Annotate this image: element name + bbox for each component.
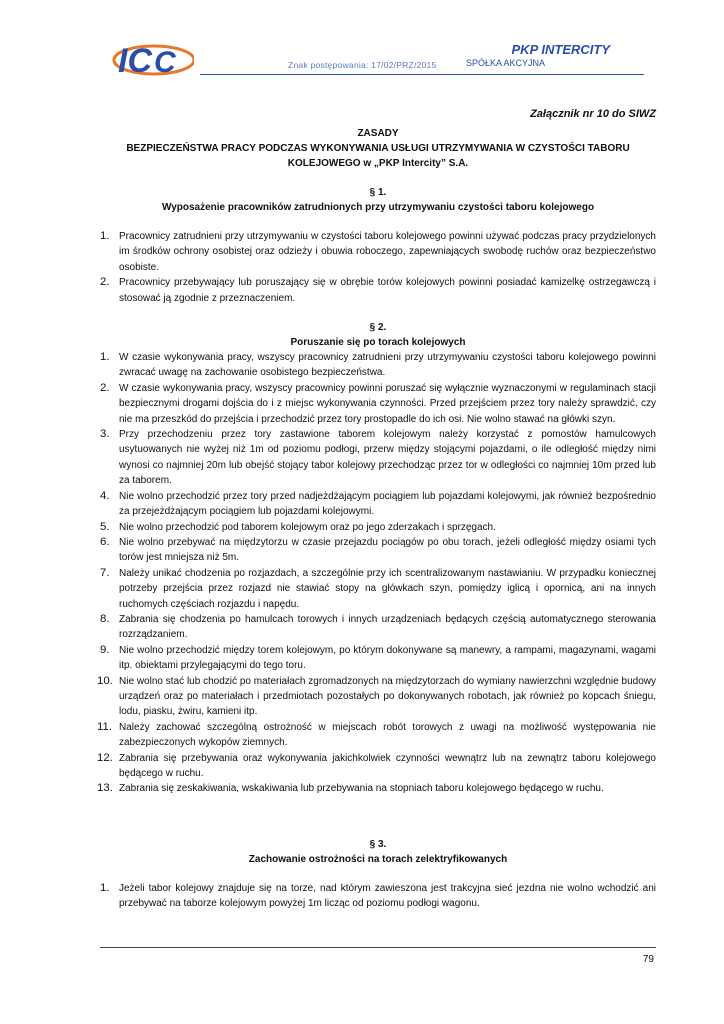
section-2-list: [97, 350, 656, 797]
section-2-number: § 2.: [369, 322, 387, 334]
list-item: 11. Należy zachować szczególną ostrożność w miejscach robót torowych z uwagi na możliwość występowania nie zabezpieczonych wykopów ziemnych.: [97, 720, 656, 749]
document-body: [97, 108, 656, 912]
svg-text:C: C: [154, 46, 176, 78]
list-item: 1. Pracownicy zatrudnieni przy utrzymywaniu w czystości taboru kolejowego powinni używać podczas pracy przydzielonych im środków ochrony osobistej oraz odzieży i obuwia roboczego, zapewniających swobodę ruchów oraz bezpieczeństwo osobiste.: [100, 230, 656, 273]
section-3-number: § 3.: [369, 838, 387, 850]
section-1-number: § 1.: [369, 187, 387, 198]
list-item: 1. Jeżeli tabor kolejowy znajduje się na torze, nad którym zawieszona jest trakcyjna sieć jezdna nie wolno wchodzić ani przebywać na taborze kolejowym powyżej 1m licząc od poziomu podłogi wagonu.: [100, 881, 656, 910]
annex-label: Załącznik nr 10 do SIWZ: [530, 108, 656, 120]
list-item: 2. W czasie wykonywania pracy, wszyscy pracownicy powinni poruszać się wyłącznie wyznaczonymi w regulaminach stacji bezpiecznymi drogami dojścia do i z miejsc wykonywania czynności. Przed przejściem przez tory należy sprawdzić, czy nie ma przeszkód do przejścia i przechodzić przez tory prostopadle do ich osi. Nie wolno stawać na główki szyn.: [100, 381, 656, 425]
procedure-reference: Znak postępowania: 17/02/PRZ/2015: [288, 60, 437, 70]
title-line-1: ZASADY: [357, 128, 399, 139]
list-item: 13. Zabrania się zeskakiwania, wskakiwania lub przebywania na stopniach taboru kolejowego będącego w ruchu.: [97, 782, 604, 795]
title-line-2: BEZPIECZEŃSTWA PRACY PODCZAS WYKONYWANIA USŁUGI UTRZYMYWANIA W CZYSTOŚCI TABORU: [126, 143, 630, 154]
list-item: 10. Nie wolno stać lub chodzić po materiałach zgromadzonych na międzytorzach do wymiany nawierzchni względnie budowy urządzeń oraz po materiałach i przedmiotach pozostałych po dokonywanych robotach, jak również po kopcach śniegu, lodu, piasku, żwiru, kamieni itp.: [97, 674, 656, 718]
section-1-heading: Wyposażenie pracowników zatrudnionych przy utrzymywaniu czystości taboru kolejowego: [161, 202, 595, 213]
header-divider: [200, 74, 644, 75]
list-item: 9. Nie wolno przechodzić między torem kolejowym, po którym dokonywane są manewry, a rampami, magazynami, wagami itp. obiektami przylegającymi do tego toru.: [100, 643, 656, 672]
page-number: 79: [642, 954, 654, 965]
list-item: 12. Zabrania się przebywania oraz wykonywania jakichkolwiek czynności wewnątrz lub na zewnątrz taboru kolejowego będącego w ruchu.: [97, 751, 656, 779]
brand-name: PKP INTERCITY: [511, 42, 610, 57]
list-item: 5. Nie wolno przechodzić pod taborem kolejowym oraz po jego zderzakach i sprzęgach.: [100, 520, 496, 533]
list-item: 6. Nie wolno przebywać na międzytorzu w czasie przejazdu pociągów po obu torach, jeżeli odległość między osiami tych torów jest mniejsza niż 5m.: [100, 535, 656, 564]
list-item: 7. Należy unikać chodzenia po rozjazdach, a szczególnie przy ich scentralizowanym nastawianiu. W przypadku koniecznej potrzeby przejścia przez rozjazd nie stawiać stopy na główkach szyn, pomiędzy iglicą i opornicą, ani na innych ruchomych częściach rozjazdu i napędu.: [100, 566, 656, 610]
section-3-list: [100, 881, 656, 912]
footer-divider: [100, 947, 656, 948]
list-item: 2. Pracownicy przebywający lub poruszający się w obrębie torów kolejowych powinni posiadać kamizelkę ostrzegawczą i stosować ją zgodnie z przeznaczeniem.: [100, 276, 656, 304]
section-3-heading: Zachowanie ostrożności na torach zelektryfikowanych: [248, 853, 508, 865]
svg-text:IC: IC: [118, 42, 152, 78]
page-header: [96, 36, 656, 78]
intercity-logo: [104, 40, 194, 78]
list-item: 8. Zabrania się chodzenia po hamulcach torowych i innych urządzeniach będących częścią automatycznego sterowania rozrządzaniem.: [100, 612, 656, 641]
list-item: 4. Nie wolno przechodzić przez tory przed nadjeżdżającym pociągiem lub pojazdami kolejowymi, jak również bezpośrednio za przejeżdżającym pociągiem lub pojazdami kolejowymi.: [100, 489, 656, 518]
list-item: 1. W czasie wykonywania pracy, wszyscy pracownicy zatrudnieni przy utrzymywaniu czystości taboru kolejowego powinni zwracać uwagę na zachowanie osobistego bezpieczeństwa.: [100, 351, 656, 379]
list-item: 3. Przy przechodzeniu przez tory zastawione taborem kolejowym należy korzystać z pomostów hamulcowych usytuowanych nie wyżej niż 1m od poziomu podłogi, przerw między stojącymi pojazdami, o ile odległość między nimi wynosi co najmniej 20m lub obejść stojący tabor kolejowy przechodząc przez tor w odległości co najmniej 10m przed lub za taborem.: [100, 428, 656, 487]
section-1-list: [100, 229, 656, 306]
section-2-heading: Poruszanie się po torach kolejowych: [290, 337, 466, 349]
company-type: SPÓŁKA AKCYJNA: [466, 58, 546, 68]
title-line-3: KOLEJOWEGO w „PKP Intercity” S.A.: [287, 158, 469, 169]
